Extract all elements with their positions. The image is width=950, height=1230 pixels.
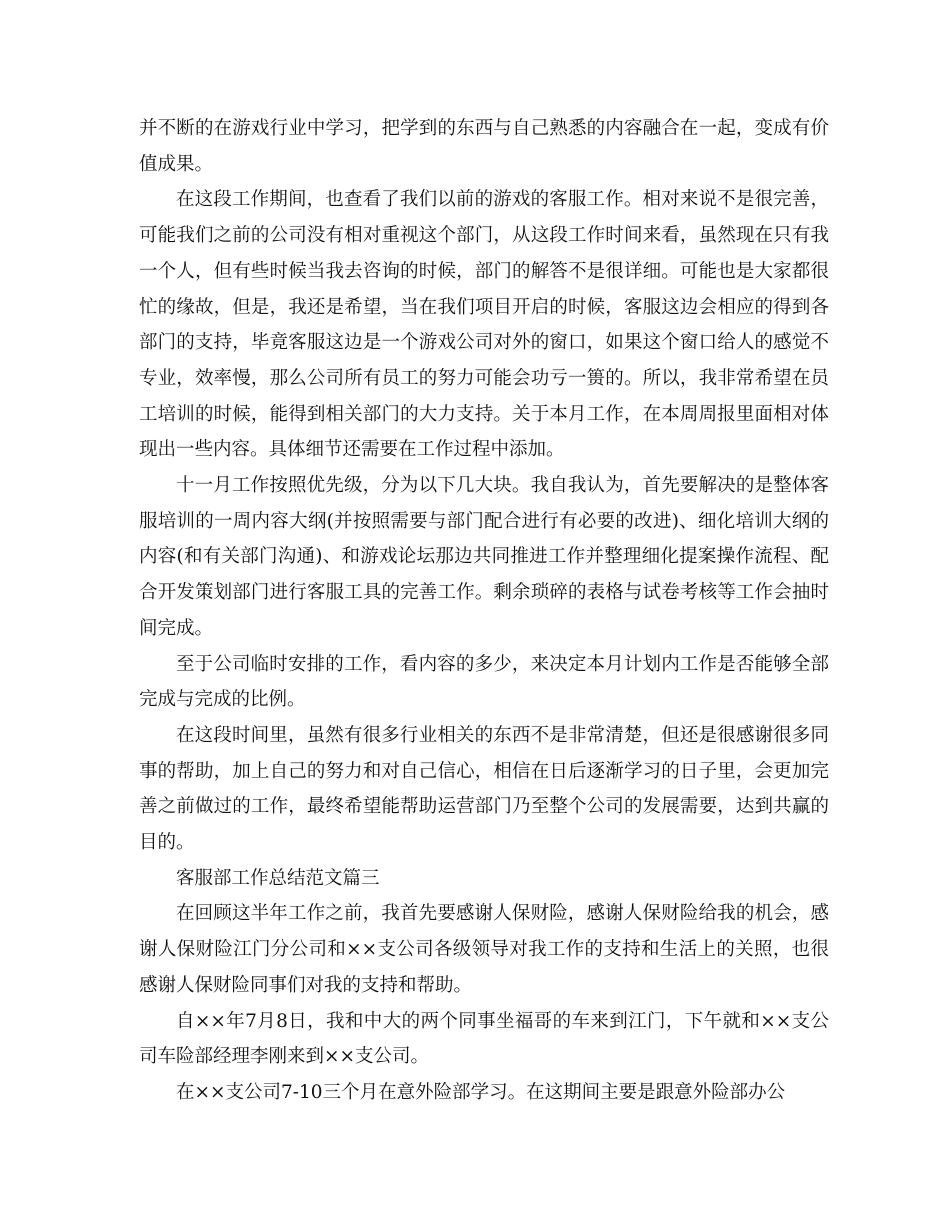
paragraph-accident-insurance-study: 在××支公司7-10三个月在意外险部学习。在这期间主要是跟意外险部办公 — [176, 1081, 786, 1103]
paragraph-arrival: 自××年7月8日，我和中大的两个同事坐福哥的车来到江门，下午就和××支公司车险部经理李刚来到××支公司。 — [139, 1010, 829, 1068]
paragraph-thanks-and-goals: 在这段时间里，虽然有很多行业相关的东西不是非常清楚，但还是很感谢很多同事的帮助，加上自己的努力和对自己信心，相信在日后逐渐学习的日子里，会更加完善之前做过的工作，最终希望能帮助运营部门乃至整个公司的发展需要，达到共赢的目的。 — [139, 724, 829, 854]
paragraph-temporary-tasks: 至于公司临时安排的工作，看内容的多少，来决定本月计划内工作是否能够全部完成与完成的比例。 — [139, 653, 829, 711]
paragraph-november-plan: 十一月工作按照优先级，分为以下几大块。我自我认为，首先要解决的是整体客服培训的一周内容大纲(并按照需要与部门配合进行有必要的改进)、细化培训大纲的内容(和有关部门沟通)、和游戏论坛那边共同推进工作并整理细化提案操作流程、配合开发策划部门进行客服工具的完善工作。剩余琐碎的表格与试卷考核等工作会抽时间完成。 — [139, 475, 829, 639]
paragraph-customer-service-review: 在这段工作期间，也查看了我们以前的游戏的客服工作。相对来说不是很完善，可能我们之前的公司没有相对重视这个部门，从这段工作时间来看，虽然现在只有我一个人，但有些时候当我去咨询的时候，部门的解答不是很详细。可能也是大家都很忙的缘故，但是，我还是希望，当在我们项目开启的时候，客服这边会相应的得到各部门的支持，毕竟客服这边是一个游戏公司对外的窗口，如果这个窗口给人的感觉不专业，效率慢，那么公司所有员工的努力可能会功亏一篑的。所以，我非常希望在员工培训的时候，能得到相关部门的大力支持。关于本月工作，在本周周报里面相对体现出一些内容。具体细节还需要在工作过程中添加。 — [139, 189, 829, 461]
document-body — [139, 111, 829, 1111]
paragraph-acknowledgements: 在回顾这半年工作之前，我首先要感谢人保财险，感谢人保财险给我的机会，感谢人保财险江门分公司和××支公司各级领导对我工作的支持和生活上的关照，也很感谢人保财险同事们对我的支持和帮助。 — [139, 903, 829, 996]
section-heading: 客服部工作总结范文篇三 — [176, 867, 380, 889]
paragraph-continuation: 并不断的在游戏行业中学习，把学到的东西与自己熟悉的内容融合在一起，变成有价值成果。 — [139, 118, 829, 175]
